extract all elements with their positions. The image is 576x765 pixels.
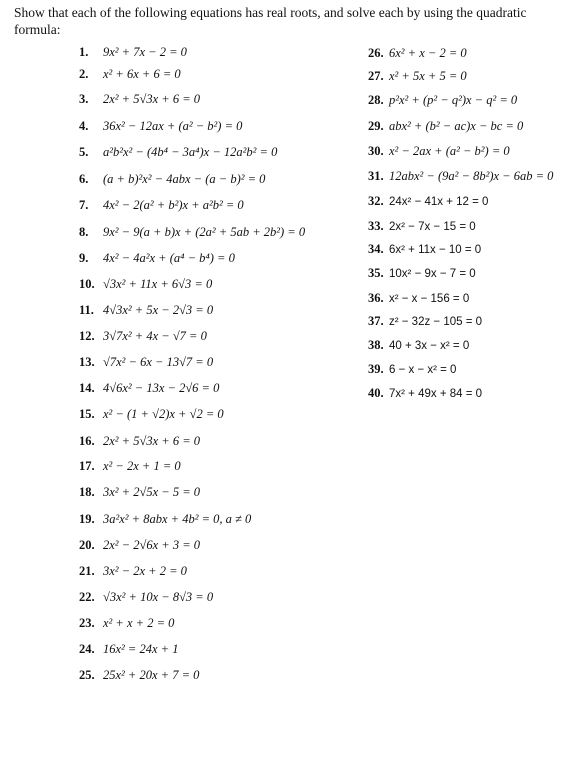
- problem-item: [79, 459, 181, 473]
- problem-number: 36.: [368, 291, 384, 305]
- problem-equation: √7x² − 6x − 13√7 = 0: [103, 355, 214, 369]
- problem-number: 26.: [368, 46, 384, 60]
- problem-item: [79, 277, 212, 291]
- problem-equation: 6x² + x − 2 = 0: [389, 46, 467, 60]
- problem-equation: 4√3x² + 5x − 2√3 = 0: [103, 303, 214, 317]
- instructions-text: Show that each of the following equations has real roots, and solve each by using the quadratic formula:: [14, 5, 527, 37]
- problem-equation: 2x² − 2√6x + 3 = 0: [103, 538, 201, 552]
- problem-number: 22.: [79, 590, 95, 604]
- problem-number: 13.: [79, 355, 95, 369]
- problem-number: 25.: [79, 668, 95, 682]
- problem-item: [79, 45, 187, 59]
- problem-equation: √3x² + 11x + 6√3 = 0: [103, 277, 213, 291]
- problem-equation: 6 − x − x² = 0: [389, 364, 457, 376]
- problem-equation: 3a²x² + 8abx + 4b² = 0, a ≠ 0: [103, 512, 252, 526]
- problem-number: 4.: [79, 119, 89, 133]
- problem-number: 1.: [79, 45, 89, 59]
- problem-number: 38.: [368, 338, 384, 352]
- problem-number: 19.: [79, 512, 95, 526]
- problem-item: [79, 407, 224, 421]
- problem-item: [79, 590, 213, 604]
- problem-item: [368, 69, 467, 83]
- problem-equation: 7x² + 49x + 84 = 0: [389, 388, 483, 400]
- problem-item: [368, 46, 467, 60]
- problem-item: [368, 93, 517, 107]
- problem-item: [79, 512, 251, 526]
- problem-item: [79, 668, 199, 682]
- problem-equation: p²x² + (p² − q²)x − q² = 0: [389, 93, 518, 107]
- problem-number: 32.: [368, 194, 384, 208]
- problem-item: [79, 67, 181, 81]
- problem-number: 15.: [79, 407, 95, 421]
- problem-number: 3.: [79, 92, 89, 106]
- problem-item: [79, 172, 265, 186]
- problem-equation: 4√6x² − 13x − 2√6 = 0: [103, 381, 220, 395]
- problem-equation: abx² + (b² − ac)x − bc = 0: [389, 119, 524, 133]
- problem-equation: x² + 6x + 6 = 0: [103, 67, 181, 81]
- problem-equation: a²b²x² − (4b⁴ − 3a⁴)x − 12a²b² = 0: [103, 145, 278, 159]
- problem-number: 27.: [368, 69, 384, 83]
- problem-number: 33.: [368, 219, 384, 233]
- problem-equation: 40 + 3x − x² = 0: [389, 340, 470, 352]
- problem-equation: x² − x − 156 = 0: [389, 293, 470, 305]
- problem-item: [79, 198, 244, 212]
- problem-equation: 9x² − 9(a + b)x + (2a² + 5ab + 2b²) = 0: [103, 225, 306, 239]
- problem-number: 28.: [368, 93, 384, 107]
- problem-equation: 24x² − 41x + 12 = 0: [389, 196, 489, 208]
- problem-equation: (a + b)²x² − 4abx − (a − b)² = 0: [103, 172, 266, 186]
- problem-item: [368, 266, 476, 281]
- problem-number: 11.: [79, 303, 94, 317]
- problem-equation: √3x² + 10x − 8√3 = 0: [103, 590, 214, 604]
- problem-equation: x² + 5x + 5 = 0: [389, 69, 467, 83]
- problem-number: 16.: [79, 434, 95, 448]
- problem-item: [368, 242, 481, 257]
- problem-item: [79, 381, 219, 395]
- problem-item: [368, 338, 469, 353]
- problem-item: [368, 314, 482, 329]
- problem-equation: 3x² + 2√5x − 5 = 0: [103, 485, 201, 499]
- problem-item: [368, 362, 456, 377]
- problem-equation: 36x² − 12ax + (a² − b²) = 0: [103, 119, 243, 133]
- problem-item: [368, 119, 523, 133]
- problem-equation: 4x² − 2(a² + b²)x + a²b² = 0: [103, 198, 244, 212]
- problem-item: [368, 144, 510, 158]
- problem-number: 8.: [79, 225, 89, 239]
- problem-number: 6.: [79, 172, 89, 186]
- problem-equation: 9x² + 7x − 2 = 0: [103, 45, 187, 59]
- problem-number: 34.: [368, 242, 384, 256]
- problem-item: [368, 219, 476, 234]
- problem-item: [79, 329, 207, 343]
- problem-item: [79, 119, 242, 133]
- problem-item: [79, 303, 213, 317]
- problem-item: [79, 616, 174, 630]
- problem-number: 21.: [79, 564, 95, 578]
- problem-equation: x² − 2x + 1 = 0: [103, 459, 181, 473]
- problem-equation: 4x² − 4a²x + (a⁴ − b⁴) = 0: [103, 251, 235, 265]
- problem-item: [79, 485, 200, 499]
- problem-item: [79, 434, 200, 448]
- problem-number: 35.: [368, 266, 384, 280]
- problem-equation: 12abx² − (9a² − 8b²)x − 6ab = 0: [389, 169, 554, 183]
- problem-number: 9.: [79, 251, 89, 265]
- problem-number: 14.: [79, 381, 95, 395]
- problem-equation: 25x² + 20x + 7 = 0: [103, 668, 200, 682]
- problem-equation: 16x² = 24x + 1: [103, 642, 179, 656]
- problem-equation: x² + x + 2 = 0: [103, 616, 175, 630]
- problem-equation: z² − 32z − 105 = 0: [389, 316, 483, 328]
- problem-number: 10.: [79, 277, 95, 291]
- problem-item: [79, 355, 213, 369]
- problem-item: [79, 538, 200, 552]
- problem-equation: 2x² + 5√3x + 6 = 0: [103, 434, 201, 448]
- problem-item: [368, 194, 488, 209]
- problem-equation: 3x² − 2x + 2 = 0: [103, 564, 187, 578]
- problem-item: [79, 251, 235, 265]
- problem-number: 23.: [79, 616, 95, 630]
- problem-number: 37.: [368, 314, 384, 328]
- problem-number: 17.: [79, 459, 95, 473]
- problem-item: [79, 145, 277, 159]
- problem-item: [79, 225, 305, 239]
- problem-item: [79, 642, 178, 656]
- problem-equation: 3√7x² + 4x − √7 = 0: [103, 329, 207, 343]
- problem-number: 18.: [79, 485, 95, 499]
- problem-number: 40.: [368, 386, 384, 400]
- problem-item: [79, 564, 187, 578]
- problem-number: 7.: [79, 198, 89, 212]
- problem-equation: 6x² + 11x − 10 = 0: [389, 244, 482, 256]
- problem-equation: 2x² + 5√3x + 6 = 0: [103, 92, 201, 106]
- problem-equation: 10x² − 9x − 7 = 0: [389, 268, 476, 280]
- problem-equation: x² − (1 + √2)x + √2 = 0: [103, 407, 224, 421]
- problem-item: [368, 386, 482, 401]
- problem-number: 31.: [368, 169, 384, 183]
- problem-number: 39.: [368, 362, 384, 376]
- problem-number: 24.: [79, 642, 95, 656]
- problem-item: [79, 92, 200, 106]
- problem-equation: 2x² − 7x − 15 = 0: [389, 221, 476, 233]
- problem-number: 29.: [368, 119, 384, 133]
- problem-number: 5.: [79, 145, 89, 159]
- problem-number: 30.: [368, 144, 384, 158]
- problem-number: 2.: [79, 67, 89, 81]
- problem-number: 12.: [79, 329, 95, 343]
- problem-equation: x² − 2ax + (a² − b²) = 0: [389, 144, 510, 158]
- problem-item: [368, 291, 469, 306]
- problem-item: [368, 169, 553, 183]
- problem-number: 20.: [79, 538, 95, 552]
